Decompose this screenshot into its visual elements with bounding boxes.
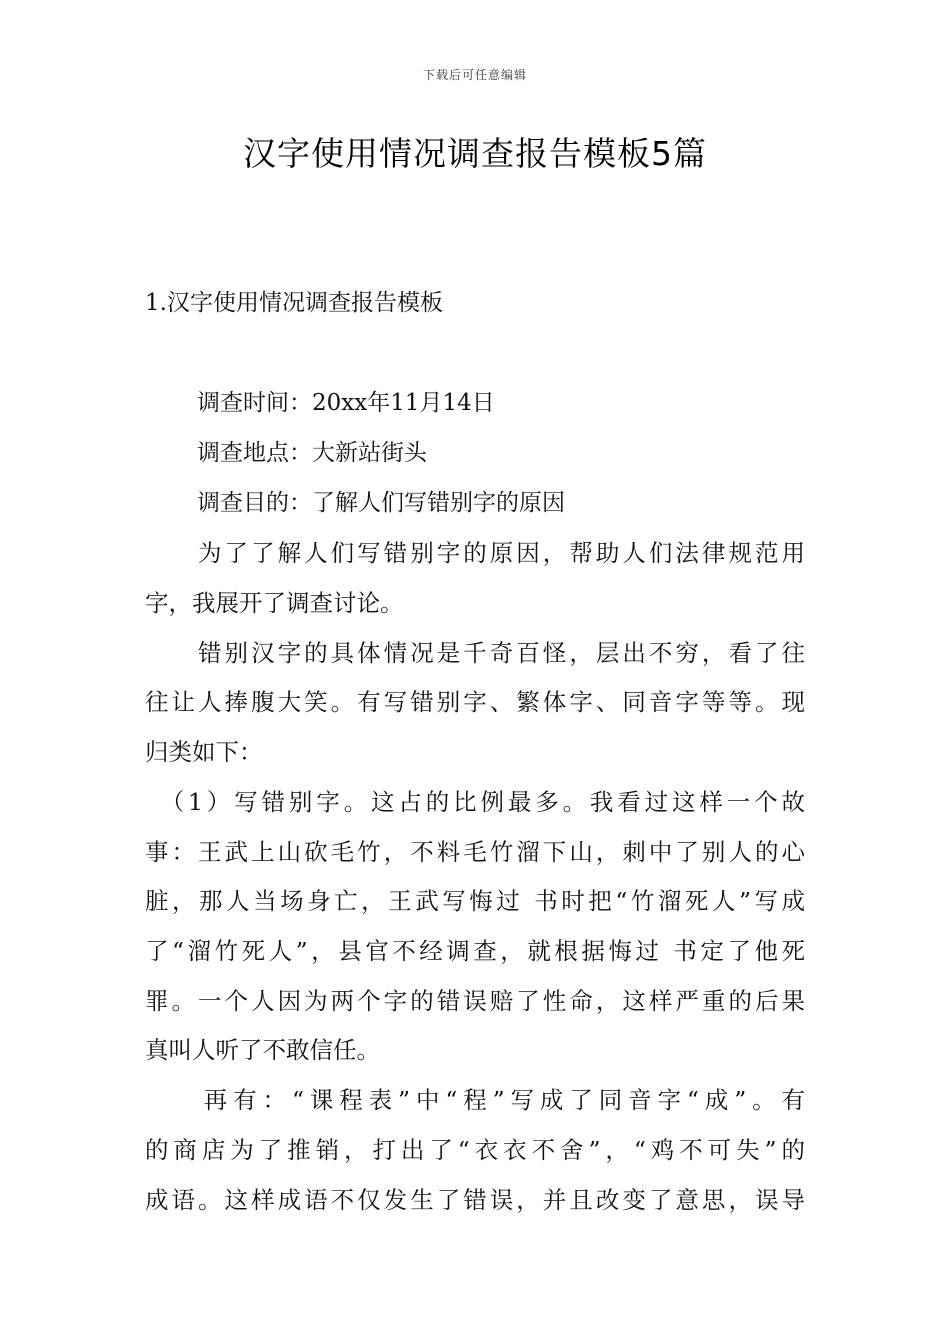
paragraph-line: 罪。一个人因为两个字的错误赔了性命，这样严重的后果 <box>145 987 805 1015</box>
paragraph-line: 归类如下： <box>145 738 263 766</box>
paragraph-line: 成语。这样成语不仅发生了错误，并且改变了意思，误导 <box>145 1186 805 1214</box>
paragraph-line: 事：王武上山砍毛竹，不料毛竹溜下山，刺中了别人的心 <box>145 838 805 866</box>
paragraph-line: 往让人捧腹大笑。有写错别字、繁体字、同音字等等。现 <box>145 688 805 716</box>
paragraph-line: 错别汉字的具体情况是千奇百怪，层出不穷，看了往 <box>145 639 805 667</box>
paragraph-line: 字，我展开了调查讨论。 <box>145 589 404 617</box>
document-title: 汉字使用情况调查报告模板5篇 <box>243 134 707 173</box>
paragraph-line: （1）写错别字。这占的比例最多。我看过这样一个故 <box>145 788 805 816</box>
paragraph-line: 真叫人听了不敢信任。 <box>145 1036 380 1064</box>
paragraph-line: 脏，那人当场身亡，王武写悔过 书时把“竹溜死人”写成 <box>145 887 805 915</box>
paragraph-line: 再有：“课程表”中“程”写成了同音字“成”。有 <box>145 1086 805 1114</box>
header-note: 下载后可任意编辑 <box>422 68 527 82</box>
survey-location: 调查地点：大新站街头 <box>197 440 427 466</box>
survey-purpose: 调查目的：了解人们写错别字的原因 <box>197 490 565 516</box>
paragraph-line: 的商店为了推销，打出了“衣衣不舍”，“鸡不可失”的 <box>145 1136 805 1164</box>
section-heading: 1.汉字使用情况调查报告模板 <box>145 290 443 316</box>
paragraph-line: 为了了解人们写错别字的原因，帮助人们法律规范用 <box>145 539 805 567</box>
paragraph-line: 了“溜竹死人”，县官不经调查，就根据悔过 书定了他死 <box>145 937 805 965</box>
survey-time: 调查时间：20xx年11月14日 <box>197 390 495 416</box>
